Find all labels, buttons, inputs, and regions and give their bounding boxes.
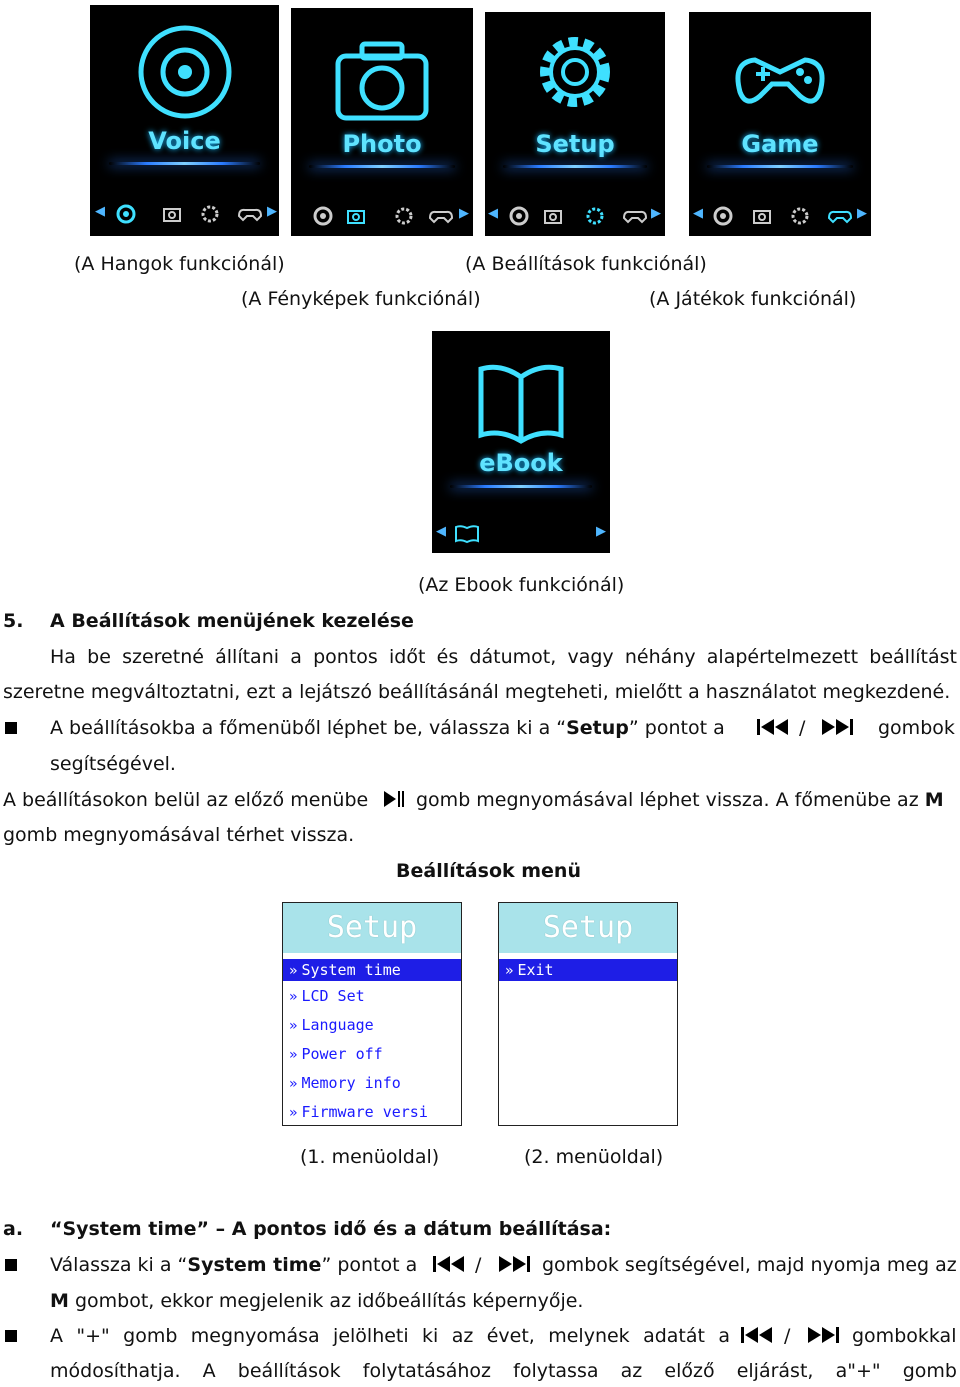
voice-screen: [90, 5, 279, 236]
word: előző: [664, 1360, 715, 1382]
bullet-marker: [5, 1259, 17, 1271]
bullet-a2-end: gombokkal: [852, 1325, 957, 1347]
word: gomb: [123, 1325, 178, 1347]
chevron-icon: »: [505, 963, 514, 979]
next-button-icon: [806, 1325, 840, 1345]
voice-label: Voice: [148, 127, 221, 155]
menu-item-label: System time: [301, 961, 401, 979]
function-bar: ◀ ▶: [485, 202, 665, 228]
gear-icon: [485, 22, 665, 127]
word: időt: [389, 646, 426, 668]
word: "+": [76, 1325, 110, 1347]
book-icon: [432, 357, 610, 452]
menu-item[interactable]: [283, 983, 461, 1010]
word: szeretné: [122, 646, 204, 668]
word: beállítások: [237, 1360, 341, 1382]
word: A: [50, 1325, 63, 1347]
bullet-a1-end: gombok segítségével, majd nyomja meg az: [542, 1254, 957, 1276]
menu-item[interactable]: [283, 959, 461, 981]
bullet-a1-text: Válassza ki a “System time” pontot a: [50, 1254, 418, 1276]
function-bar: ◀ ▶: [689, 202, 871, 228]
word: az: [451, 1325, 474, 1347]
next-button-icon: [820, 717, 854, 737]
word: vagy: [567, 646, 614, 668]
word: adatát: [643, 1325, 705, 1347]
setup-menu-page-2: [498, 902, 678, 1126]
camera-icon: [291, 36, 473, 131]
menu-item-label: Memory info: [301, 1074, 401, 1092]
word: folytatásához: [362, 1360, 491, 1382]
menu-item-label: Exit: [517, 961, 554, 979]
section-number: 5.: [3, 610, 24, 632]
word: a"+": [835, 1360, 881, 1382]
photo-screen: [291, 8, 473, 236]
paragraph-2-mid: gomb megnyomásával léphet vissza. A főmenübe az M: [416, 789, 944, 811]
caption-photo: (A Fényképek funkciónál): [241, 288, 481, 310]
word: beállítást: [869, 646, 957, 668]
slash: /: [799, 717, 806, 739]
word: állítani: [215, 646, 280, 668]
bullet-1-text: A beállításokba a főmenüből léphet be, válassza ki a “Setup” pontot a: [50, 717, 725, 739]
word: gomb: [902, 1360, 957, 1382]
menu-2-caption: (2. menüoldal): [524, 1146, 664, 1168]
function-bar: ◀ ▶: [432, 520, 610, 546]
menu-title: Setup: [499, 903, 677, 953]
menu-item[interactable]: [283, 1099, 461, 1126]
chevron-icon: »: [289, 1105, 298, 1121]
bullet-a2-line-2: [50, 1360, 957, 1382]
bullet-1-end: gombok: [878, 717, 955, 739]
word: folytassa: [513, 1360, 599, 1382]
word: az: [620, 1360, 643, 1382]
previous-button-icon: [740, 1325, 774, 1345]
paragraph-2-pre: A beállításokon belül az előző menübe: [3, 789, 369, 811]
word: A: [202, 1360, 216, 1382]
caption-setup: (A Beállítások funkciónál): [465, 253, 707, 275]
menu-item[interactable]: [283, 1041, 461, 1068]
section-heading: A Beállítások menüjének kezelése: [50, 610, 414, 632]
bullet-1-line-2: segítségével.: [50, 753, 176, 775]
game-label: Game: [741, 130, 819, 158]
word: eljárást,: [736, 1360, 814, 1382]
ebook-screen: [432, 331, 610, 553]
previous-button-icon: [432, 1254, 466, 1274]
word: be: [87, 646, 111, 668]
setup-label: Setup: [535, 130, 615, 158]
next-button-icon: [497, 1254, 531, 1274]
word: ki: [422, 1325, 439, 1347]
menu-item-label: Firmware versi: [301, 1103, 428, 1121]
voice-icon: [90, 17, 279, 132]
bullet-marker: [5, 722, 17, 734]
word: pontos: [313, 646, 378, 668]
bullet-a2-line-1: [50, 1325, 730, 1347]
word: alapértelmezett: [706, 646, 859, 668]
word: a: [290, 646, 302, 668]
bullet-marker: [5, 1330, 17, 1342]
function-bar: ◀ ▶: [90, 200, 279, 226]
function-bar: ▶: [291, 202, 473, 228]
chevron-icon: »: [289, 989, 298, 1005]
caption-ebook: (Az Ebook funkciónál): [418, 574, 625, 596]
menu-item-label: Language: [301, 1016, 374, 1034]
chevron-icon: »: [289, 1076, 298, 1092]
chevron-icon: »: [289, 963, 298, 979]
menu-heading: Beállítások menü: [396, 860, 581, 882]
setup-screen: [485, 12, 665, 236]
word: melynek: [548, 1325, 630, 1347]
word: évet,: [486, 1325, 535, 1347]
slash: /: [475, 1254, 482, 1276]
gamepad-icon: [689, 32, 871, 127]
menu-item-label: LCD Set: [301, 987, 365, 1005]
bullet-a1-line-2: M gombot, ekkor megjelenik az időbeállítás képernyője.: [50, 1290, 584, 1312]
slash: /: [784, 1325, 791, 1347]
play-pause-button-icon: [382, 789, 406, 809]
menu-1-caption: (1. menüoldal): [300, 1146, 440, 1168]
word: a: [718, 1325, 730, 1347]
word: néhány: [624, 646, 696, 668]
word: megnyomása: [190, 1325, 320, 1347]
menu-item-label: Power off: [301, 1045, 383, 1063]
menu-item[interactable]: [283, 1012, 461, 1039]
paragraph-1-line-2: szeretne megváltoztatni, ezt a lejátszó beállításánál megteheti, mielőtt a használatot megkezdené.: [3, 681, 951, 703]
word: Ha: [50, 646, 76, 668]
menu-title: Setup: [283, 903, 461, 953]
chevron-icon: »: [289, 1018, 298, 1034]
subsection-letter: a.: [3, 1218, 24, 1240]
setup-menu-page-1: [282, 902, 462, 1126]
subsection-heading: “System time” – A pontos idő és a dátum beállítása:: [50, 1218, 612, 1240]
previous-button-icon: [756, 717, 790, 737]
ebook-label: eBook: [479, 449, 563, 477]
word: jelölheti: [333, 1325, 409, 1347]
paragraph-1-line-1: [50, 646, 957, 668]
word: és: [436, 646, 459, 668]
game-screen: [689, 12, 871, 236]
caption-voice: (A Hangok funkciónál): [74, 253, 285, 275]
menu-item[interactable]: [283, 1070, 461, 1097]
word: dátumot,: [469, 646, 557, 668]
word: módosíthatja.: [50, 1360, 181, 1382]
chevron-icon: »: [289, 1047, 298, 1063]
caption-game: (A Játékok funkciónál): [649, 288, 857, 310]
menu-item[interactable]: [499, 959, 677, 981]
photo-label: Photo: [342, 130, 422, 158]
paragraph-2-line-2: gomb megnyomásával térhet vissza.: [3, 824, 355, 846]
